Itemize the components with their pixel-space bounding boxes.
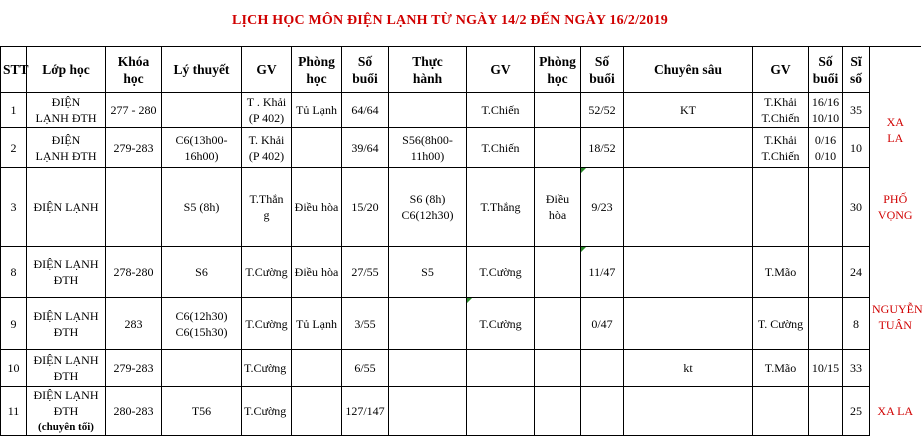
col-header-theory: Lý thuyết	[162, 47, 242, 93]
cell-sessions-2	[581, 350, 624, 387]
note-xala-top: XA LA	[886, 115, 904, 145]
col-header-practice: Thực hành	[389, 47, 467, 93]
cell-room-2	[535, 298, 581, 350]
cell-advanced	[624, 387, 753, 436]
table-row	[1, 128, 921, 168]
col-header-course: Khóa học	[106, 47, 162, 93]
schedule-table	[0, 46, 921, 436]
cell-room-1: Tủ Lạnh	[292, 298, 342, 350]
cell-sessions-2	[581, 387, 624, 436]
cell-room-2	[535, 93, 581, 128]
cell-sessions-3	[809, 247, 843, 298]
cell-teacher-3: T.Khải T.Chiến	[753, 128, 809, 168]
cell-class: ĐIỆN LẠNH ĐTH	[27, 247, 106, 298]
cell-sessions-3: 10/15	[809, 350, 843, 387]
cell-practice	[389, 298, 467, 350]
cell-advanced: kt	[624, 350, 753, 387]
cell-theory: T56	[162, 387, 242, 436]
cell-theory: C6(13h00- 16h00)	[162, 128, 242, 168]
cell-advanced: KT	[624, 93, 753, 128]
cell-course: 279-283	[106, 128, 162, 168]
cell-stt: 8	[1, 247, 27, 298]
cell-sessions-3: 0/16 0/10	[809, 128, 843, 168]
cell-teacher-3	[753, 168, 809, 247]
cell-course: 280-283	[106, 387, 162, 436]
cell-teacher-1: T . Khải (P 402)	[242, 93, 292, 128]
cell-theory: S5 (8h)	[162, 168, 242, 247]
cell-course: 278-280	[106, 247, 162, 298]
cell-room-2	[535, 387, 581, 436]
note-xala-bottom: XA LA	[877, 404, 914, 418]
cell-sessions-2: 9/23	[581, 168, 624, 247]
cell-teacher-1: T. Khải (P 402)	[242, 128, 292, 168]
cell-sessions-3: 16/16 10/10	[809, 93, 843, 128]
col-header-class: Lớp học	[27, 47, 106, 93]
col-header-sessions-1: Số buổi	[342, 47, 389, 93]
cell-class: ĐIỆN LẠNH ĐTH	[27, 350, 106, 387]
col-header-teacher-3: GV	[753, 47, 809, 93]
cell-sessions-3	[809, 168, 843, 247]
cell-course: 279-283	[106, 350, 162, 387]
col-header-room-1: Phòng học	[292, 47, 342, 93]
cell-teacher-3: T.Mão	[753, 350, 809, 387]
cell-sessions-1: 127/147	[342, 387, 389, 436]
cell-practice: S56(8h00- 11h00)	[389, 128, 467, 168]
cell-sessions-3	[809, 387, 843, 436]
col-header-teacher-2: GV	[467, 47, 535, 93]
cell-advanced	[624, 128, 753, 168]
note-nguyentuan: NGUYỄN TUÂN	[872, 301, 923, 332]
cell-stt: 1	[1, 93, 27, 128]
cell-theory: C6(12h30) C6(15h30)	[162, 298, 242, 350]
cell-room-1: Điều hòa	[292, 168, 342, 247]
cell-course	[106, 168, 162, 247]
cell-advanced	[624, 168, 753, 247]
cell-sessions-1: 15/20	[342, 168, 389, 247]
cell-size: 33	[843, 350, 870, 387]
cell-theory	[162, 350, 242, 387]
cell-teacher-1: T.Cường	[242, 298, 292, 350]
cell-teacher-2: T.Thắng	[467, 168, 535, 247]
cell-size: 8	[843, 298, 870, 350]
cell-class: ĐIỆN LẠNH	[27, 168, 106, 247]
cell-class: ĐIỆN LẠNH ĐTH	[27, 93, 106, 128]
cell-sessions-2: 52/52	[581, 93, 624, 128]
cell-advanced	[624, 247, 753, 298]
cell-room-1: Điều hòa	[292, 247, 342, 298]
table-row	[1, 350, 921, 387]
note-phovong: PHỐ VỌNG	[877, 192, 913, 222]
table-row	[1, 298, 921, 350]
cell-course: 283	[106, 298, 162, 350]
cell-stt: 10	[1, 350, 27, 387]
cell-theory: S6	[162, 247, 242, 298]
cell-class: ĐIỆN LẠNH ĐTH (chuyên tối)	[27, 387, 106, 436]
cell-teacher-3	[753, 387, 809, 436]
cell-course: 277 - 280	[106, 93, 162, 128]
cell-advanced	[624, 298, 753, 350]
cell-size: 35	[843, 93, 870, 128]
col-header-sessions-3: Số buổi	[809, 47, 843, 93]
cell-teacher-2	[467, 350, 535, 387]
cell-class: ĐIỆN LẠNH ĐTH	[27, 128, 106, 168]
col-header-advanced: Chuyên sâu	[624, 47, 753, 93]
cell-room-2	[535, 247, 581, 298]
col-header-teacher-1: GV	[242, 47, 292, 93]
cell-sessions-1: 64/64	[342, 93, 389, 128]
header-row	[1, 47, 921, 93]
page-title: LỊCH HỌC MÔN ĐIỆN LẠNH TỪ NGÀY 14/2 ĐẾN NGÀY 16/2/2019	[231, 13, 668, 28]
cell-room-2	[535, 128, 581, 168]
cell-size: 24	[843, 247, 870, 298]
cell-stt: 11	[1, 387, 27, 436]
cell-teacher-2: T.Cường	[467, 298, 535, 350]
table-row	[1, 387, 921, 436]
table-row	[1, 93, 921, 128]
cell-room-1	[292, 387, 342, 436]
cell-teacher-1: T.Thắn g	[242, 168, 292, 247]
cell-teacher-2	[467, 387, 535, 436]
cell-stt: 2	[1, 128, 27, 168]
col-header-stt: STT	[1, 47, 27, 93]
cell-sessions-1: 39/64	[342, 128, 389, 168]
notes-header-cell	[870, 47, 921, 93]
cell-size: 30	[843, 168, 870, 247]
cell-sessions-2: 18/52	[581, 128, 624, 168]
cell-class: ĐIỆN LẠNH ĐTH	[27, 298, 106, 350]
cell-teacher-3: T.Khải T.Chiến	[753, 93, 809, 128]
cell-sessions-1: 27/55	[342, 247, 389, 298]
cell-teacher-1: T.Cường	[242, 247, 292, 298]
table-row	[1, 247, 921, 298]
cell-sessions-3	[809, 298, 843, 350]
cell-room-2: Điều hòa	[535, 168, 581, 247]
table-row	[1, 168, 921, 247]
cell-sessions-2: 0/47	[581, 298, 624, 350]
cell-sessions-2: 11/47	[581, 247, 624, 298]
cell-room-1	[292, 128, 342, 168]
cell-stt: 3	[1, 168, 27, 247]
cell-practice: S5	[389, 247, 467, 298]
cell-teacher-1: T.Cường	[242, 387, 292, 436]
cell-stt: 9	[1, 298, 27, 350]
cell-teacher-2: T.Cường	[467, 247, 535, 298]
cell-practice	[389, 93, 467, 128]
cell-sessions-1: 3/55	[342, 298, 389, 350]
cell-size: 10	[843, 128, 870, 168]
col-header-sessions-2: Số buổi	[581, 47, 624, 93]
cell-teacher-3: T. Cường	[753, 298, 809, 350]
cell-size: 25	[843, 387, 870, 436]
cell-practice	[389, 387, 467, 436]
cell-room-1	[292, 350, 342, 387]
cell-sessions-1: 6/55	[342, 350, 389, 387]
cell-practice: S6 (8h) C6(12h30)	[389, 168, 467, 247]
col-header-room-2: Phòng học	[535, 47, 581, 93]
cell-room-1: Tủ Lạnh	[292, 93, 342, 128]
cell-teacher-3: T.Mão	[753, 247, 809, 298]
col-header-size: Sĩ số	[843, 47, 870, 93]
cell-practice	[389, 350, 467, 387]
cell-theory	[162, 93, 242, 128]
cell-teacher-2: T.Chiến	[467, 93, 535, 128]
cell-room-2	[535, 350, 581, 387]
cell-teacher-2: T.Chiến	[467, 128, 535, 168]
cell-teacher-1: T.Cường	[242, 350, 292, 387]
